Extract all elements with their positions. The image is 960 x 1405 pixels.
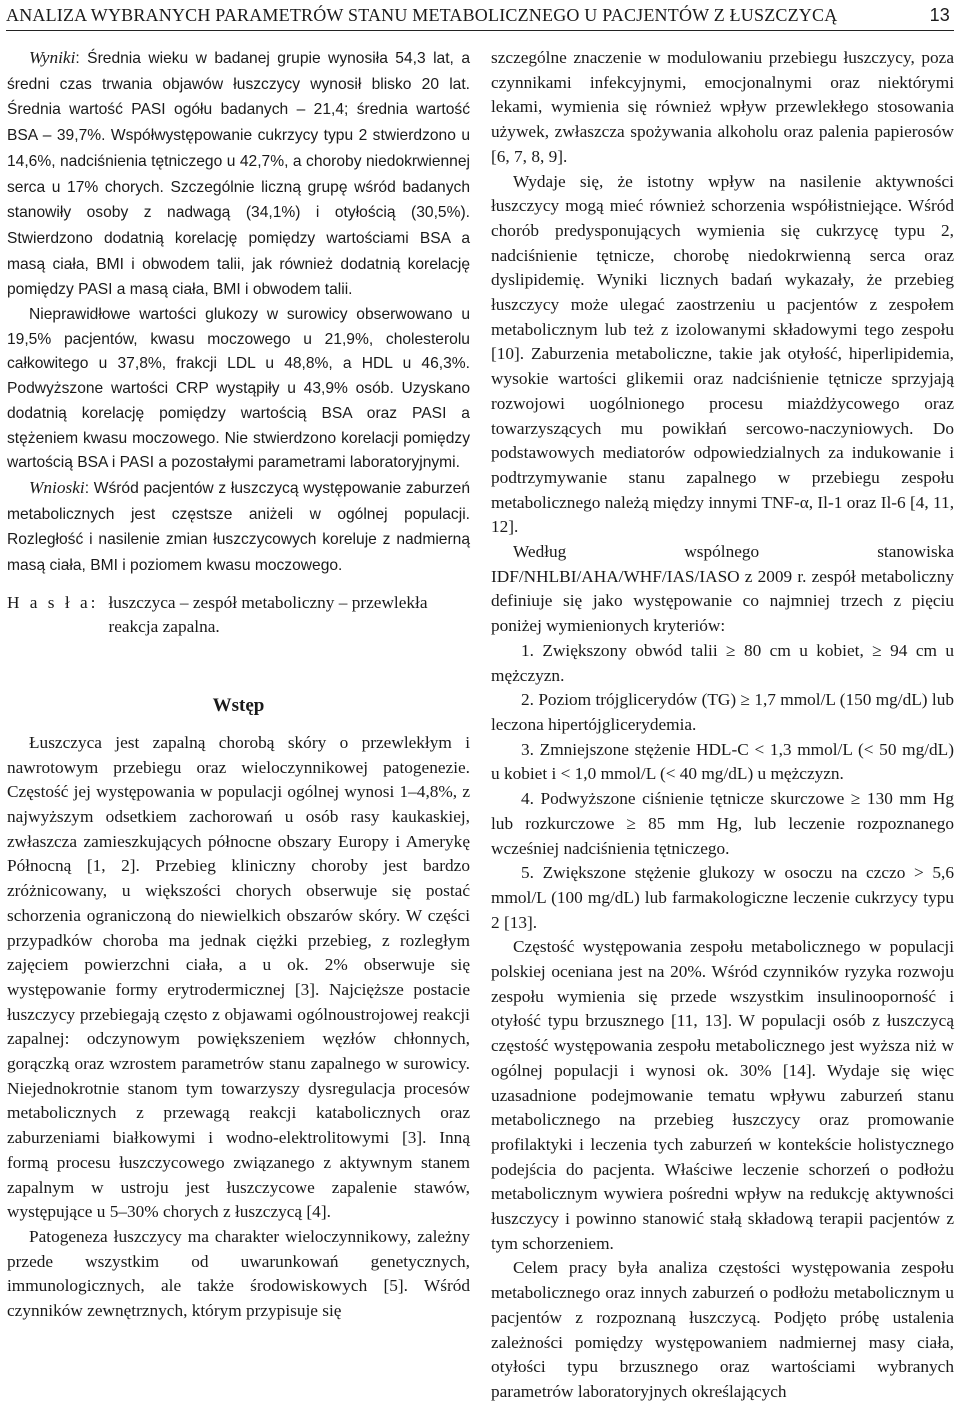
keywords-label: H a s ł a: (7, 592, 99, 612)
header-title: ANALIZA WYBRANYCH PARAMETRÓW STANU METABOLICZNEGO U PACJENTÓW Z ŁUSZCZYCĄ (6, 5, 838, 25)
results-label: Wyniki (29, 48, 76, 67)
criterion-2: 2. Poziom trójglicerydów (TG) ≥ 1,7 mmol/L (150 mg/dL) lub leczona hipertójglicerydemia. (491, 690, 954, 734)
criterion-3: 3. Zmniejszone stężenie HDL-C < 1,3 mmol/L (< 50 mg/dL) u kobiet i < 1,0 mmol/L (< 40 mg/dL) u mężczyzn. (491, 739, 954, 784)
left-column (7, 46, 470, 1324)
results-text: : Średnia wieku w badanej grupie wynosiła 54,3 lat, a średni czas trwania objawów łuszczycy wynosił blisko 20 lat. Średnia wartość PASI ogółu badanych – 21,4; średnia wartość BSA – 39,7%. Współwystępowanie cukrzycy typu 2 stwierdzono u 14,6%, nadciśnienia tętniczego u 42,7%, a choroby niedokrwiennej serca u 17% chorych. Szczególnie liczną grupę wśród badanych stanowiły osoby z nadwagą (34,1%) i otyłością (30,5%). Stwierdzono dodatnią korelację pomiędzy wartościami BSA a masą ciała, BMI i obwodem talii, jak również dodatnią korelację pomiędzy PASI a masą ciała, BMI i obwodem talii. (7, 50, 470, 299)
right-paragraph-1: szczególne znaczenie w modulowaniu przebiegu łuszczycy, poza czynnikami infekcyjnymi, emocjonalnymi oraz niektórymi lekami, wymienia się również wpływ przewlekłego stosowania używek, zwłaszcza spożywania alkoholu oraz palenia papierosów [6, 7, 8, 9]. (491, 48, 954, 166)
page-number: 13 (929, 5, 950, 25)
section-title-introduction: Wstęp (212, 695, 265, 717)
lab-results-paragraph: Nieprawidłowe wartości glukozy w surowicy obserwowano u 19,5% pacjentów, kwasu moczowego u 21,9%, cholesterolu całkowitego u 37,8%, frakcji LDL u 48,8%, a HDL u 46,3%. Podwyższone wartości CRP wystąpiły u 43,9% osób. Uzyskano dodatnią korelację pomiędzy wartością BSA oraz PASI a stężeniem kwasu moczowego. Nie stwierdzono korelacji pomiędzy wartością BSA i PASI a pozostałymi parametrami laboratoryjnymi. (7, 306, 470, 472)
right-paragraph-2: Wydaje się, że istotny wpływ na nasilenie aktywności łuszczycy mogą mieć również schorzenia współistniejące. Wśród chorób predysponujących wymienia się cukrzycę typu 2, nadciśnienie tętnicze, chorobę niedokrwienną serca oraz dyslipidemię. Wyniki licznych badań wykazały, że przebieg łuszczycy może ulegać zaostrzeniu u pacjentów z zespołem metabolicznym lub też z izolowanymi składowymi tego zespołu [10]. Zaburzenia metaboliczne, takie jak otyłość, hiperlipidemia, wysokie wartości glikemii oraz nadciśnienie tętnicze sprzyjają rozwojowi uogólnionego procesu miażdżycowego oraz towarzyszących mu powikłań sercowo-naczyniowych. Do podstawowych mediatorów odpowiedzialnych za indukowanie i podtrzymywanie stanu zapalnego w przebiegu zespołu metabolicznego należą między innymi TNF-α, Il-1 oraz Il-6 [4, 11, 12]. (491, 171, 955, 537)
criterion-1: 1. Zwiększony obwód talii ≥ 80 cm u kobiet, ≥ 94 cm u mężczyzn. (491, 640, 954, 685)
conclusions-text: : Wśród pacjentów z łuszczycą występowanie zaburzeń metabolicznych jest częstsze aniżeli w ogólnej populacji. Rozległość i nasilenie zmian łuszczycowych koreluje z nadmierną masą ciała, BMI i poziomem kwasu moczowego. (7, 479, 470, 575)
right-paragraph-5: Celem pracy była analiza częstości występowania zespołu metabolicznego oraz innych zaburzeń o podłożu metabolicznym u pacjentów z rozpoznaną łuszczycą. Podjęto próbę ustalenia zależności pomiędzy występowaniem nadmiernej masy ciała, otyłości typu brzusznego oraz wartościami wybranych parametrów laboratoryjnych określających (491, 1258, 954, 1401)
intro-paragraph-2: Patogeneza łuszczycy ma charakter wieloczynnikowy, zależny przede wszystkim od uwarunkowań genetycznych, immunologicznych, ale także środowiskowych [5]. Wśród czynników zewnętrznych, którym przypisuje się (7, 1226, 470, 1321)
right-column (491, 46, 954, 1405)
conclusions-paragraph (7, 476, 470, 579)
right-paragraph-3: Według wspólnego stanowiska IDF/NHLBI/AHA/WHF/IAS/IASO z 2009 r. zespół metaboliczny definiuje się jako występowanie co najmniej trzech z pięciu poniżej wymienionych kryteriów: (491, 542, 954, 636)
keywords (7, 591, 470, 640)
keywords-text: łuszczyca – zespół metaboliczny – przewlekła reakcja zapalna. (108, 592, 428, 637)
criterion-5: 5. Zwiększone stężenie glukozy w osoczu na czczo > 5,6 mmol/L (100 mg/dL) lub farmakologiczne leczenie cukrzycy typu 2 [13]. (491, 863, 954, 932)
running-header (6, 0, 954, 31)
intro-paragraph-1: Łuszczyca jest zapalną chorobą skóry o przewlekłym i nawrotowym przebiegu oraz wieloczynnikowej patogenezie. Częstość jej występowania w populacji ogólnej wynosi 1–4,8%, z najwyższym odsetkiem zachorowań u osób rasy kaukaskiej, zwłaszcza zamieszkujących północne obszary Europy i Amerykę Północną [1, 2]. Przebieg kliniczny choroby jest bardzo zróżnicowany, u większości chorych obserwuje się postać schorzenia ograniczoną do niewielkich obszarów skóry. W części przypadków choroba ma jednak ciężki przebieg, z rozległym zajęciem powierzchni ciała, a u ok. 2% obserwuje się występowanie formy erytrodermicznej [3]. Najcięższe postacie łuszczycy przebiegają często z objawami ogólnoustrojowej reakcji zapalnej: odczynowym powiększeniem węzłów chłonnych, gorączką oraz wzrostem parametrów stanu zapalnego w surowicy. Niejednokrotnie stanom tym towarzyszy dysregulacja procesów metabolicznych z przewagą reakcji katabolicznych oraz zaburzeniami białkowymi i wodno-elektrolitowymi [3]. Inną formą procesu łuszczycowego związanego z aktywnym stanem zapalnym w ustroju jest łuszczycowe zapalenie stawów, występujące u 5–30% chorych z łuszczycą [4]. (7, 732, 470, 1222)
right-paragraph-4: Częstość występowania zespołu metabolicznego w populacji polskiej oceniana jest na 20%. Wśród czynników ryzyka rozwoju zespołu wymienia się przede wszystkim insulinooporność i otyłość typu brzusznego [11, 13]. W populacji osób z łuszczycą częstość występowania zespołu metabolicznego jest wyższa niż w ogólnej populacji i wynosi ok. 30% [14]. Wydaje się więc uzasadnione podejmowanie tematu wpływu zaburzeń stanu metabolicznego na przebieg łuszczycy oraz promowanie profilaktyki i leczenia tych zaburzeń w kontekście holistycznego podejścia do pacjenta. Właściwe leczenie schorzeń o podłożu metabolicznym wywiera pośredni wpływ na redukcję aktywności łuszczycy i powinno stanowić stałą składową terapii pacjentów z tym schorzeniem. (491, 937, 954, 1253)
criterion-4: 4. Podwyższone ciśnienie tętnicze skurczowe ≥ 130 mm Hg lub rozkurczowe ≥ 85 mm Hg, lub leczenie rozpoznanego wcześniej nadciśnienia tętniczego. (491, 789, 954, 858)
results-paragraph (7, 46, 470, 303)
conclusions-label: Wnioski (29, 477, 85, 497)
